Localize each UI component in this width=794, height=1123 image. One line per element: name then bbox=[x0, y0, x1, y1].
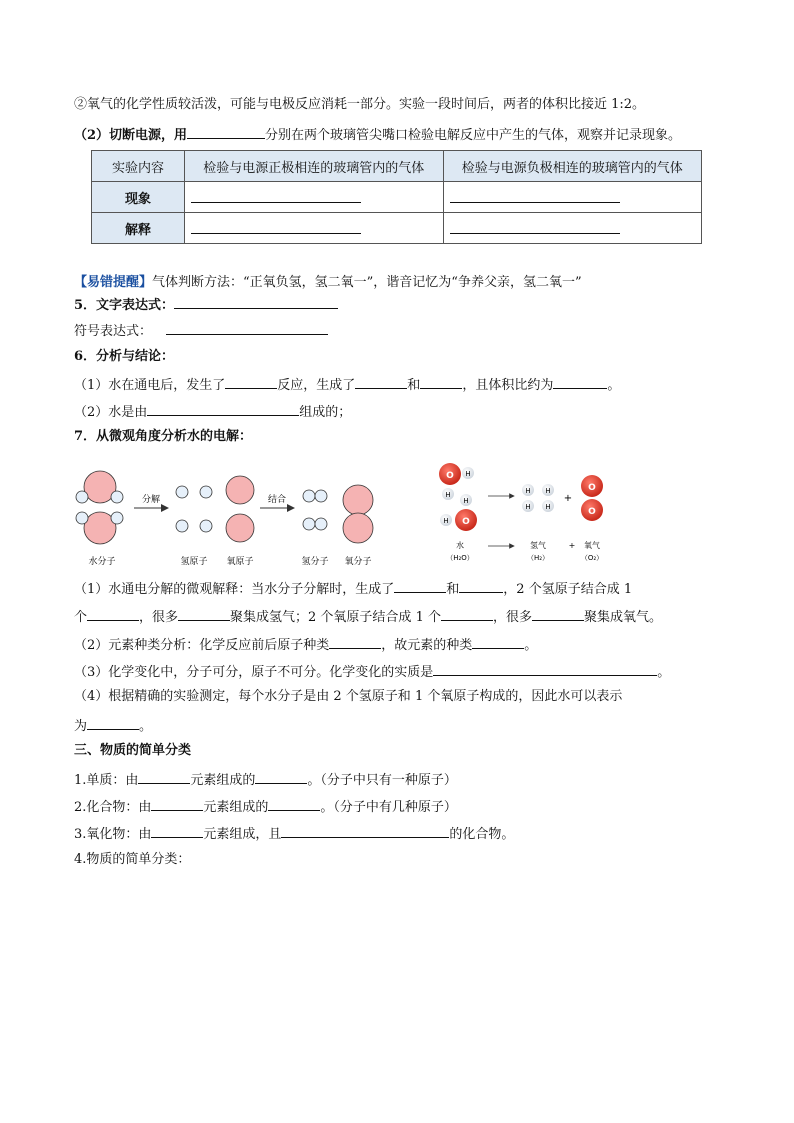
section-6-title: 6．分析与结论： bbox=[74, 349, 175, 364]
svg-text:H: H bbox=[465, 470, 471, 478]
s3-line-4: 4.物质的简单分类： bbox=[74, 852, 191, 867]
svg-text:H: H bbox=[445, 491, 451, 499]
s7-q2-line: （2）元素种类分析：化学反应前后原子种类 ，故元素的种类 。 bbox=[74, 634, 537, 655]
blank-hydrogen-gather[interactable] bbox=[178, 606, 230, 621]
plus-sign: + bbox=[563, 493, 573, 504]
svg-text:H: H bbox=[463, 497, 469, 505]
molecule-diagram-right bbox=[424, 456, 624, 568]
blank-water-composition[interactable] bbox=[147, 401, 299, 416]
oxygen-atom bbox=[226, 514, 254, 542]
blank-word-equation[interactable] bbox=[174, 294, 338, 309]
label-water-formula: （H₂O） bbox=[446, 554, 474, 562]
symbol-equation-line: 符号表达式： bbox=[74, 320, 328, 341]
hydrogen-molecule bbox=[303, 518, 327, 530]
molecule-diagram-left bbox=[70, 462, 390, 574]
svg-text:O: O bbox=[588, 483, 596, 493]
svg-text:O: O bbox=[462, 517, 470, 527]
label-oxygen-formula: （O₂） bbox=[580, 554, 604, 562]
arrow-combine-label: 结合 bbox=[267, 495, 287, 505]
plus-sign-bottom: + bbox=[568, 541, 576, 550]
water-molecule-bottom bbox=[76, 512, 123, 544]
blank-compound-element[interactable] bbox=[151, 796, 203, 811]
hydrogen-atom bbox=[200, 520, 212, 532]
s3-line-2: 2.化合物：由 元素组成的 。（分子中有几种原子） bbox=[74, 796, 457, 817]
cell-explanation-positive[interactable] bbox=[185, 213, 444, 244]
arrow-decompose-label: 分解 bbox=[141, 495, 161, 505]
s6-line-1: （1）水在通电后，发生了 反应，生成了 和 ，且体积比约为 。 bbox=[74, 374, 620, 395]
label-oxygen-molecule: 氧分子 bbox=[344, 557, 372, 567]
s7-q3-line: （3）化学变化中，分子可分，原子不可分。化学变化的实质是 。 bbox=[74, 661, 670, 682]
section-7-title: 7．从微观角度分析水的电解： bbox=[74, 429, 253, 444]
word-equation-line: 5．文字表达式： bbox=[74, 294, 338, 315]
svg-text:H: H bbox=[525, 487, 531, 495]
s3-line-1: 1.单质：由 元素组成的 。（分子中只有一种原子） bbox=[74, 769, 457, 790]
blank-product-2[interactable] bbox=[420, 374, 462, 389]
row-label-phenomenon: 现象 bbox=[92, 182, 185, 213]
label-hydrogen-formula: （H₂） bbox=[526, 554, 550, 562]
blank-oxide-condition[interactable] bbox=[281, 823, 449, 838]
header-negative: 检验与电源负极相连的玻璃管内的气体 bbox=[443, 151, 702, 182]
blank-symbol-equation[interactable] bbox=[166, 320, 328, 335]
s3-line-3: 3.氧化物：由 元素组成，且 的化合物。 bbox=[74, 823, 514, 844]
blank-atom-type[interactable] bbox=[329, 634, 381, 649]
blank-product-1[interactable] bbox=[355, 374, 407, 389]
blank-hydrogen-molecule[interactable] bbox=[87, 606, 139, 621]
oxygen-molecule bbox=[343, 485, 373, 543]
hydrogen-molecule bbox=[303, 490, 327, 502]
header-content: 实验内容 bbox=[92, 151, 185, 182]
section-3-title: 三、物质的简单分类 bbox=[74, 743, 192, 758]
hydrogen-molecule-3d bbox=[522, 500, 554, 512]
water-molecule-3d bbox=[439, 463, 474, 500]
svg-text:H: H bbox=[443, 517, 449, 525]
cell-phenomenon-positive[interactable] bbox=[185, 182, 444, 213]
s7-q4-line-2: 为 。 bbox=[74, 715, 152, 736]
blank-element-type[interactable] bbox=[472, 634, 524, 649]
label-hydrogen-molecule: 氢分子 bbox=[301, 557, 329, 567]
hydrogen-atom bbox=[176, 486, 188, 498]
blank-oxygen-molecule[interactable] bbox=[441, 606, 493, 621]
hydrogen-atom bbox=[200, 486, 212, 498]
svg-text:H: H bbox=[545, 503, 551, 511]
observation-table bbox=[91, 150, 702, 244]
hydrogen-molecule-3d bbox=[522, 484, 554, 496]
s7-q4-line-1: （4）根据精确的实验测定，每个水分子是由 2 个氢原子和 1 个氧原子构成的，因此水可以表示 bbox=[74, 689, 623, 704]
water-molecule-3d bbox=[440, 494, 477, 531]
blank-volume-ratio[interactable] bbox=[553, 374, 607, 389]
s7-q1-line-2: 个 ，很多 聚集成氢气；2 个氧原子结合成 1 个 ，很多 聚集成氧气。 bbox=[74, 606, 662, 627]
label-oxygen-atom: 氧原子 bbox=[226, 557, 254, 567]
blank-water-formula[interactable] bbox=[87, 715, 139, 730]
blank-reaction-type[interactable] bbox=[225, 374, 277, 389]
label-water: 水 bbox=[456, 541, 464, 550]
label-hydrogen: 氢气 bbox=[530, 541, 546, 550]
oxygen-note: ②氧气的化学性质较活泼，可能与电极反应消耗一部分。实验一段时间后，两者的体积比接近 1:2。 bbox=[74, 97, 646, 112]
oxygen-molecule-3d bbox=[581, 475, 603, 521]
blank-essence[interactable] bbox=[433, 661, 657, 676]
blank-simple-substance[interactable] bbox=[255, 769, 307, 784]
blank-simple-element[interactable] bbox=[138, 769, 190, 784]
label-water-molecule: 水分子 bbox=[88, 557, 116, 567]
svg-text:O: O bbox=[588, 507, 596, 517]
s6-line-2: （2）水是由 组成的； bbox=[74, 401, 351, 422]
svg-text:H: H bbox=[545, 487, 551, 495]
oxygen-atom bbox=[226, 476, 254, 504]
svg-text:H: H bbox=[525, 503, 531, 511]
water-molecule-top bbox=[76, 471, 123, 503]
blank-oxygen-gather[interactable] bbox=[532, 606, 584, 621]
question-2-line: （2）切断电源，用 分别在两个玻璃管尖嘴口检验电解反应中产生的气体，观察并记录现象。 bbox=[74, 124, 681, 145]
blank-atom-2[interactable] bbox=[459, 578, 503, 593]
cell-explanation-negative[interactable] bbox=[443, 213, 702, 244]
row-label-explanation: 解释 bbox=[92, 213, 185, 244]
cell-phenomenon-negative[interactable] bbox=[443, 182, 702, 213]
blank-atom-1[interactable] bbox=[394, 578, 446, 593]
hydrogen-atom bbox=[176, 520, 188, 532]
label-hydrogen-atom: 氢原子 bbox=[180, 557, 208, 567]
header-positive: 检验与电源正极相连的玻璃管内的气体 bbox=[185, 151, 444, 182]
svg-text:O: O bbox=[446, 471, 454, 481]
blank-oxide-element[interactable] bbox=[151, 823, 203, 838]
blank-test-tool[interactable] bbox=[187, 124, 265, 139]
s7-q1-line-1: （1）水通电分解的微观解释：当水分子分解时，生成了 和 ，2 个氢原子结合成 1 bbox=[74, 578, 632, 599]
tip-line: 【易错提醒】气体判断方法：“正氧负氢，氢二氧一”，谐音记忆为“争养父亲，氢二氧一” bbox=[74, 275, 582, 290]
blank-compound-substance[interactable] bbox=[268, 796, 320, 811]
label-oxygen: 氧气 bbox=[584, 541, 600, 550]
